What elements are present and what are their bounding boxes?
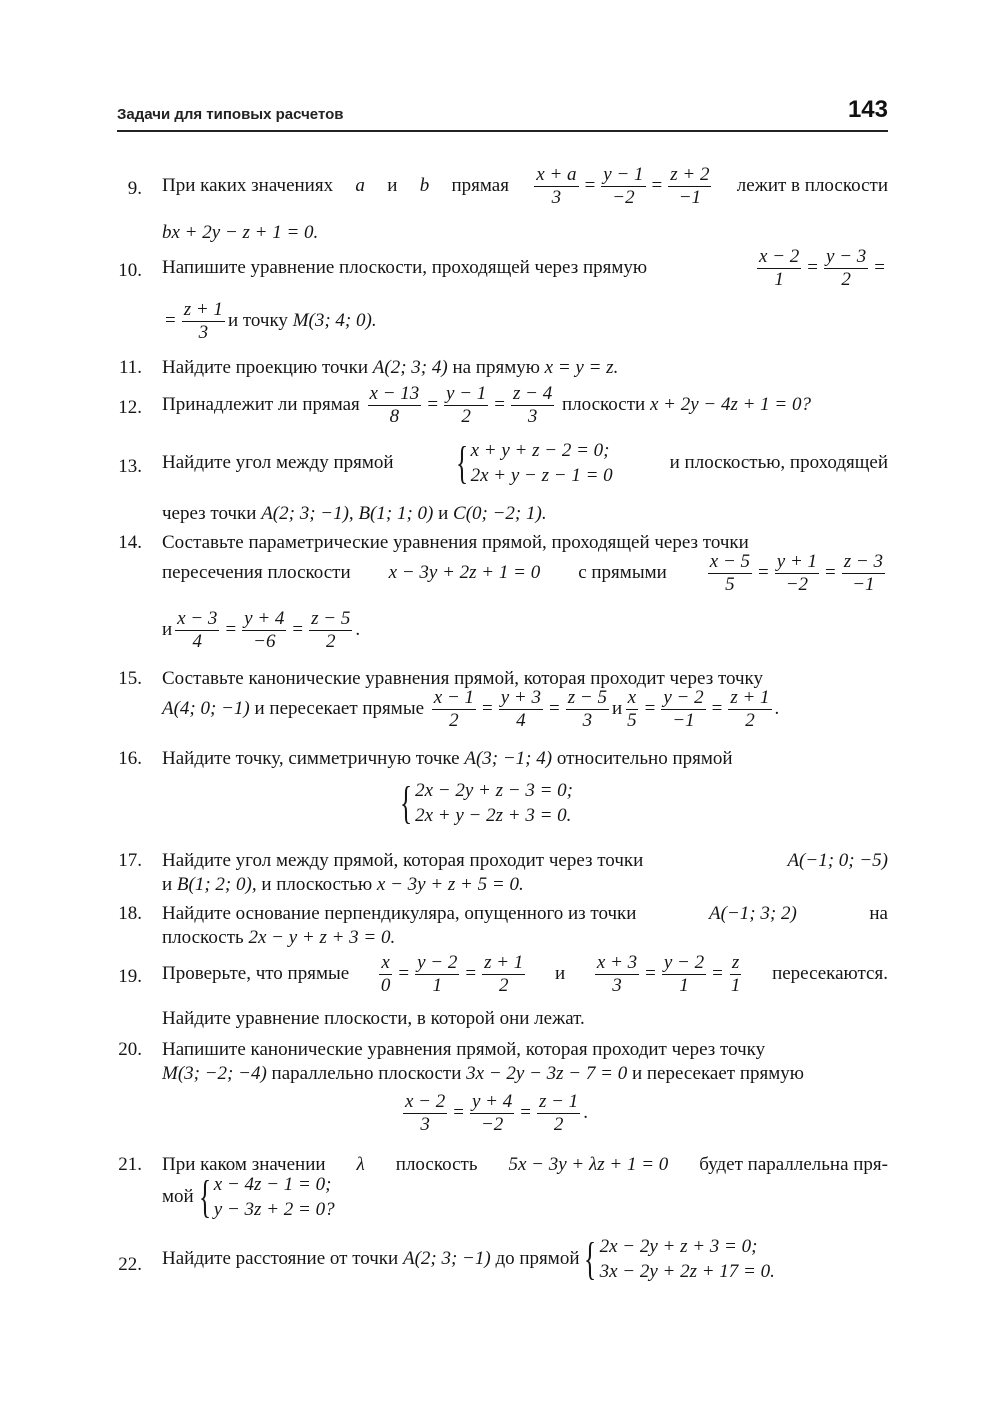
problem-9-line-1: При каких значениях a и b прямая $\frac{x + a}{3}$ = $\frac{y - 1}{-2}$ = $\frac{z + 2}{-1}$ лежит в плоскости (162, 164, 888, 208)
problem-19-line-2: Найдите уравнение плоскости, в которой они лежат. (162, 1008, 585, 1029)
problem-17-line-1: Найдите угол между прямой, которая проходит через точки A(−1; 0; −5) (162, 850, 888, 871)
running-header-title: Задачи для типовых расчетов (117, 106, 344, 123)
problem-22-text: Найдите расстояние от точки A(2; 3; −1) до прямой { 2x − 2y + z + 3 = 0; 3x − 2y + 2z + 17 = 0. (162, 1233, 775, 1285)
problem-10-line-1: Напишите уравнение плоскости, проходящей через прямую $\frac{x - 2}{1}$ = $\frac{y - 3}{2}$ = (162, 247, 888, 290)
problem-21-line-2: мой { x − 4z − 1 = 0; y − 3z + 2 = 0? (162, 1171, 335, 1223)
problem-15-line-2: A(4; 0; −1) и пересекает прямые $\frac{x - 1}{2}$ = $\frac{y + 3}{4}$ = $\frac{z - 5}{3}$ и $\frac{x}{5}$ = $\frac{y - 2}{-1}$ = $\frac{z + 1}{2}$ . (162, 687, 780, 731)
problem-13-line-1: Найдите угол между прямой { x + y + z − 2 = 0; 2x + y − z − 1 = 0 и плоскостью, проходящей (162, 437, 888, 489)
problem-12-number: 12. (118, 397, 142, 418)
problem-18-number: 18. (118, 903, 142, 924)
page-number: 143 (847, 96, 888, 123)
problem-9-plane-equation: bx + 2y − z + 1 = 0. (162, 222, 319, 243)
problem-16-system: { 2x − 2y + z − 3 = 0; 2x + y − 2z + 3 = 0. (399, 777, 573, 829)
problem-20-number: 20. (118, 1039, 142, 1060)
problem-14-number: 14. (118, 532, 142, 553)
problem-17-line-2: и B(1; 2; 0), и плоскостью x − 3y + z + 5 = 0. (162, 874, 524, 895)
problem-14-line-1: Составьте параметрические уравнения прямой, проходящей через точки (162, 532, 749, 553)
problem-13-system: { x + y + z − 2 = 0; 2x + y − z − 1 = 0 (455, 437, 613, 489)
problem-11-number: 11. (118, 357, 142, 378)
problem-11-text: Найдите проекцию точки A(2; 3; 4) на прямую x = y = z. (162, 357, 619, 378)
problem-15-line-1: Составьте канонические уравнения прямой, которая проходит через точку (162, 668, 764, 689)
problem-17-number: 17. (118, 850, 142, 871)
problem-21-line-1: При каком значении λ плоскость 5x − 3y + λz + 1 = 0 будет параллельна пря- (162, 1154, 888, 1175)
problem-15-number: 15. (118, 668, 142, 689)
problem-22-system: { 2x − 2y + z + 3 = 0; 3x − 2y + 2z + 17 = 0. (584, 1233, 775, 1285)
problem-19-number: 19. (118, 966, 142, 987)
problem-16-number: 16. (118, 748, 142, 769)
problem-20-line-equation: $\frac{x - 2}{3}$ = $\frac{y + 4}{-2}$ = $\frac{z - 1}{2}$ . (405, 1091, 588, 1135)
problem-18-line-1: Найдите основание перпендикуляра, опущенного из точки A(−1; 3; 2) на (162, 903, 888, 924)
problem-10-line-equation: $\frac{x - 2}{1}$ = $\frac{y - 3}{2}$ = (759, 246, 885, 290)
problem-14-line-2: пересечения плоскости x − 3y + 2z + 1 = 0 с прямыми $\frac{x - 5}{5}$ = $\frac{y + 1}{-2}$ = $\frac{z - 3}{-1}$ (162, 551, 883, 595)
problem-10-line-2: = $\frac{z + 1}{3}$ и точку M(3; 4; 0). (165, 299, 377, 343)
problem-9-number: 9. (127, 178, 142, 199)
header-rule (117, 130, 888, 132)
problem-9-line-equation: $\frac{x + a}{3}$ = $\frac{y - 1}{-2}$ = $\frac{z + 2}{-1}$ (536, 164, 710, 208)
problem-22-number: 22. (118, 1254, 142, 1275)
problem-13-number: 13. (118, 456, 142, 477)
problem-19-line-1: Проверьте, что прямые $\frac{x}{0}$ = $\frac{y - 2}{1}$ = $\frac{z + 1}{2}$ и $\frac{x + 3}{3}$ = $\frac{y - 2}{1}$ = $\frac{z}{1}$ пересекаются. (162, 952, 888, 996)
problem-21-number: 21. (118, 1154, 142, 1175)
problem-20-line-2: M(3; −2; −4) параллельно плоскости 3x − 2y − 3z − 7 = 0 и пересекает прямую (162, 1063, 804, 1084)
problem-14-line-3: и $\frac{x - 3}{4}$ = $\frac{y + 4}{-6}$ = $\frac{z - 5}{2}$ . (162, 608, 361, 652)
problem-20-line-1: Напишите канонические уравнения прямой, которая проходит через точку (162, 1039, 766, 1060)
problem-16-line-1: Найдите точку, симметричную точке A(3; −1; 4) относительно прямой (162, 748, 733, 769)
problem-12-text: Принадлежит ли прямая $\frac{x - 13}{8}$ = $\frac{y - 1}{2}$ = $\frac{z - 4}{3}$ плоскости x + 2y − 4z + 1 = 0? (162, 383, 811, 427)
problem-13-line-2: через точки A(2; 3; −1), B(1; 1; 0) и C(0; −2; 1). (162, 503, 547, 524)
problem-10-number: 10. (118, 260, 142, 281)
problem-18-line-2: плоскость 2x − y + z + 3 = 0. (162, 927, 396, 948)
problem-21-system: { x − 4z − 1 = 0; y − 3z + 2 = 0? (198, 1171, 335, 1223)
